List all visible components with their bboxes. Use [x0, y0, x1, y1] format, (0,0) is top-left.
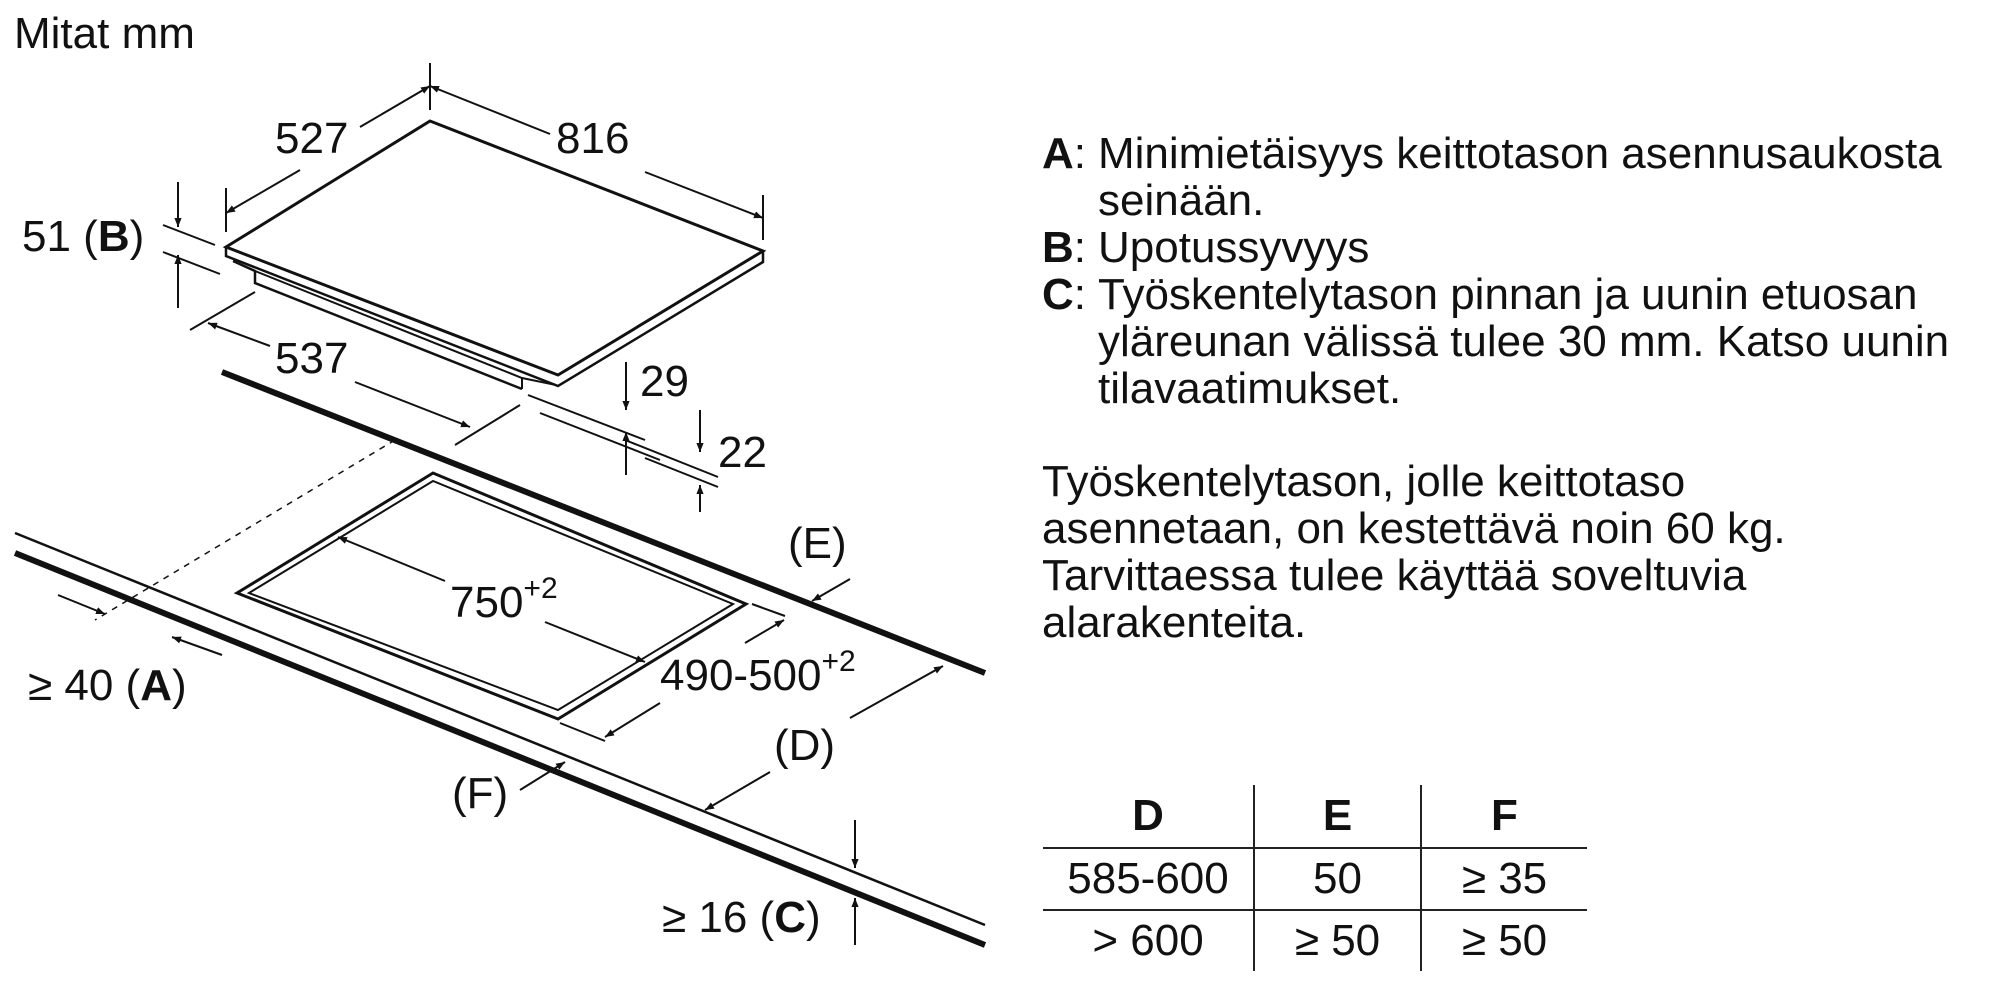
- dim-underside-width: 537: [275, 334, 349, 383]
- clearance-table: [1043, 785, 1587, 971]
- dim-height-b-key: B: [97, 212, 130, 261]
- dim-width-top: 816: [556, 114, 630, 163]
- legend: [1042, 130, 2000, 412]
- table-cell: ≥ 50: [1421, 910, 1587, 971]
- dim-22: 22: [718, 428, 767, 477]
- dim-height-b: [22, 212, 144, 261]
- label-d: (D): [774, 721, 836, 770]
- table-header-e: E: [1254, 785, 1421, 848]
- dim-height-b-end: ): [129, 212, 145, 261]
- dim-29: 29: [640, 357, 689, 406]
- dim-height-b-value: 51 (: [22, 212, 98, 261]
- legend-text-c: Työskentelytason pinnan ja uunin etuosan yläreunan välissä tulee 30 mm. Katso uunin tilavaatimukset.: [1098, 270, 1950, 413]
- legend-text-a: Minimietäisyys keittotason asennusaukosta seinään.: [1098, 129, 1942, 225]
- dim-cutout-width-tolerance: +2: [523, 572, 558, 605]
- legend-key-b: B :: [1042, 224, 1086, 271]
- dim-cutout-depth: [660, 645, 856, 700]
- legend-text-b: Upotussyvyys: [1098, 223, 1370, 272]
- page-title: Mitat mm: [14, 9, 195, 58]
- legend-item-a: [1042, 130, 2000, 224]
- load-note: Työskentelytason, jolle keittotaso asennetaan, on kestettävä noin 60 kg. Tarvittaessa tulee käyttää soveltuvia alarakenteita.: [1042, 457, 1786, 647]
- dim-min-a-key: A: [140, 661, 172, 710]
- table-header-f: F: [1421, 785, 1587, 848]
- legend-key-c: C :: [1042, 271, 1086, 318]
- dim-min-a-end: ): [171, 661, 187, 710]
- table-header-d: D: [1132, 791, 1164, 840]
- dim-min-c-key: C: [774, 893, 806, 942]
- dim-min-a: [28, 661, 187, 710]
- label-e: (E): [788, 519, 847, 568]
- dim-min-c: [662, 893, 821, 942]
- legend-item-c: [1042, 271, 2000, 412]
- table-row: [1043, 910, 1587, 971]
- legend-key-a: A :: [1042, 130, 1086, 177]
- label-f: (F): [452, 769, 509, 818]
- table-cell: ≥ 50: [1254, 910, 1421, 971]
- table-cell: 585-600: [1043, 848, 1254, 910]
- dim-cutout-width-value: 750: [450, 578, 524, 627]
- dim-depth-top: 527: [275, 114, 349, 163]
- table-cell: 50: [1254, 848, 1421, 910]
- dim-cutout-depth-value: 490-500: [660, 651, 822, 700]
- legend-item-b: [1042, 224, 2000, 271]
- dim-min-c-value: ≥ 16 (: [662, 893, 775, 942]
- table-header-row: [1043, 785, 1587, 848]
- dim-cutout-width: [450, 572, 558, 627]
- dim-cutout-depth-tolerance: +2: [821, 645, 856, 678]
- table-cell: > 600: [1043, 910, 1254, 971]
- dim-min-c-end: ): [805, 893, 821, 942]
- table-row: [1043, 848, 1587, 910]
- dim-min-a-value: ≥ 40 (: [28, 661, 141, 710]
- table-cell: ≥ 35: [1421, 848, 1587, 910]
